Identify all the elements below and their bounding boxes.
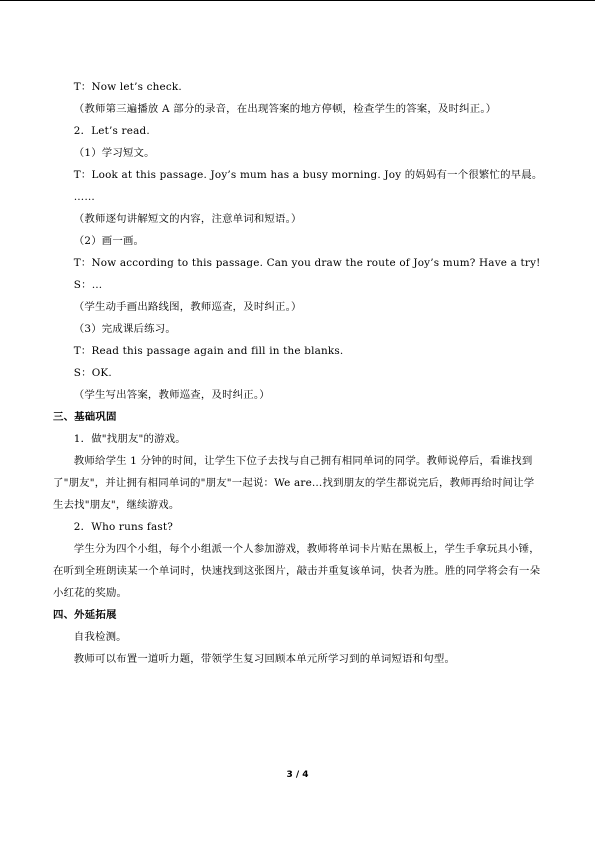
paragraph: （1）学习短文。: [73, 147, 155, 159]
paragraph: 教师可以布置一道听力题，带领学生复习回顾本单元所学习到的单词短语和句型。: [73, 653, 456, 665]
section-heading: 三、基础巩固: [53, 411, 117, 423]
paragraph: （3）完成课后练习。: [73, 323, 176, 335]
paragraph: T：Look at this passage. Joy’s mum has a busy morning. Joy 的妈妈有一个很繁忙的早晨。: [73, 169, 543, 181]
paragraph: S：…: [73, 279, 103, 291]
top-rule: [0, 0, 595, 1]
paragraph: 学生分为四个小组，每个小组派一个人参加游戏，教师将单词卡片贴在黑板上，学生手拿玩具小锤，在听到全班朗读某一个单词时，快速找到这张图片，敲击并重复该单词，快者为胜。胜的同学将会有一朵小红花的奖励。: [53, 543, 541, 599]
paragraph: S：OK.: [73, 367, 112, 379]
document-body: [53, 76, 543, 670]
page-number: 3 / 4: [286, 770, 309, 780]
section-heading: 四、外延拓展: [53, 609, 117, 621]
paragraph: 自我检测。: [73, 631, 127, 643]
paragraph: 1．做"找朋友"的游戏。: [73, 433, 186, 445]
paragraph: 2．Let’s read.: [73, 125, 150, 137]
paragraph: （学生动手画出路线图，教师巡查，及时纠正。）: [73, 301, 302, 313]
paragraph: ……: [73, 191, 95, 203]
paragraph: （教师逐句讲解短文的内容，注意单词和短语。）: [73, 213, 302, 225]
paragraph: T：Read this passage again and fill in the blanks.: [73, 345, 344, 357]
paragraph: （2）画一画。: [73, 235, 145, 247]
paragraph: 2．Who runs fast?: [73, 521, 174, 533]
paragraph: （教师第三遍播放 A 部分的录音，在出现答案的地方停顿，检查学生的答案，及时纠正。）: [73, 103, 497, 115]
paragraph: T：Now according to this passage. Can you draw the route of Joy’s mum? Have a try!: [73, 257, 541, 269]
paragraph: （学生写出答案，教师巡查，及时纠正。）: [73, 389, 270, 401]
paragraph: 教师给学生 1 分钟的时间，让学生下位子去找与自己拥有相同单词的同学。教师说停后，看谁找到了"朋友"，并让拥有相同单词的"朋友"一起说：We are…找到朋友的学生都说完后，教师再给时间让学生去找"朋友"，继续游戏。: [53, 455, 535, 511]
paragraph: T：Now let’s check.: [73, 81, 182, 93]
